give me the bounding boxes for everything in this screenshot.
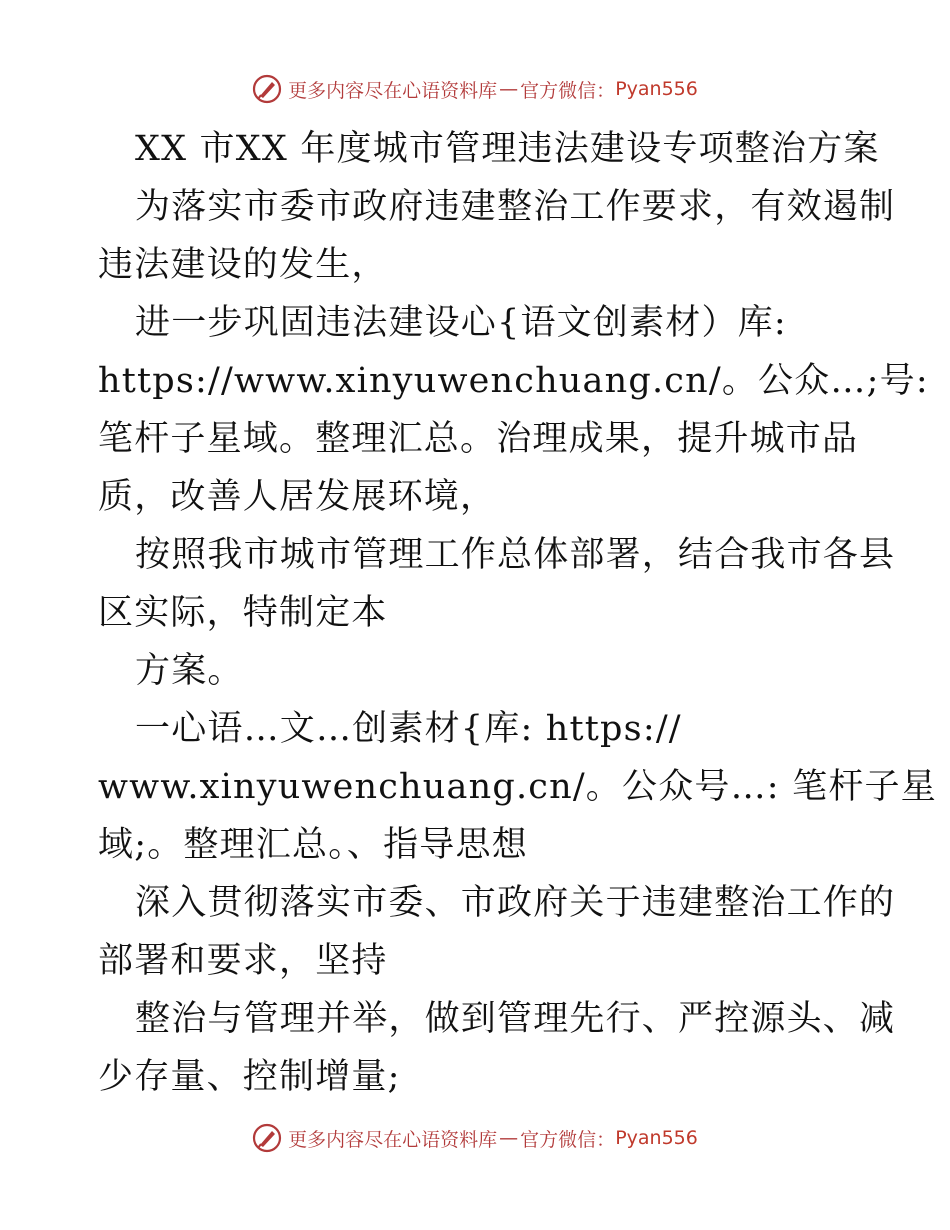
paragraph-line: 质，改善人居发展环境， [98, 477, 497, 517]
banner-official-label: 官方微信： [520, 1128, 616, 1151]
banner-official-label: 官方微信： [520, 79, 616, 102]
document-body [98, 120, 937, 1106]
banner-dash: — [499, 78, 519, 100]
footer-watermark-banner [0, 1123, 950, 1153]
paragraph-line: 少存量、控制增量; [98, 1057, 401, 1097]
paragraph-line: 进一步巩固违法建设心{语文创素材）库: [135, 303, 787, 343]
banner-dash: — [499, 1127, 519, 1149]
paragraph-line: 一心语…文…创素材{库: https:// [135, 709, 682, 749]
paragraph-line: 为落实市委市政府违建整治工作要求，有效遏制 [135, 187, 896, 227]
paragraph-line: 按照我市城市管理工作总体部署，结合我市各县 [135, 535, 896, 575]
header-watermark-banner [0, 74, 950, 104]
paragraph-line: 整治与管理并举，做到管理先行、严控源头、减 [135, 999, 896, 1039]
paragraph-line: 方案。 [135, 651, 244, 691]
paragraph-line: https://www.xinyuwenchuang.cn/。公众…;号: [98, 361, 929, 401]
quill-pen-logo-icon [252, 74, 282, 104]
banner-brand-text: 更多内容尽在心语资料库 [288, 1128, 498, 1151]
paragraph-line: 违法建设的发生， [98, 245, 388, 285]
banner-brand-text: 更多内容尽在心语资料库 [288, 79, 498, 102]
banner-wechat-handle: Pyan556 [615, 1127, 698, 1149]
document-title: XX 市XX 年度城市管理违法建设专项整治方案 [135, 129, 880, 169]
paragraph-line: 域;。整理汇总。、指导思想 [98, 825, 528, 865]
paragraph-line: 区实际，特制定本 [98, 593, 388, 633]
paragraph-line: 部署和要求，坚持 [98, 941, 388, 981]
banner-wechat-handle: Pyan556 [615, 78, 698, 100]
paragraph-line: 笔杆子星域。整理汇总。治理成果，提升城市品 [98, 419, 859, 459]
paragraph-line: www.xinyuwenchuang.cn/。公众号…: 笔杆子星 [98, 767, 937, 807]
quill-pen-logo-icon [252, 1123, 282, 1153]
paragraph-line: 深入贯彻落实市委、市政府关于违建整治工作的 [135, 883, 896, 923]
